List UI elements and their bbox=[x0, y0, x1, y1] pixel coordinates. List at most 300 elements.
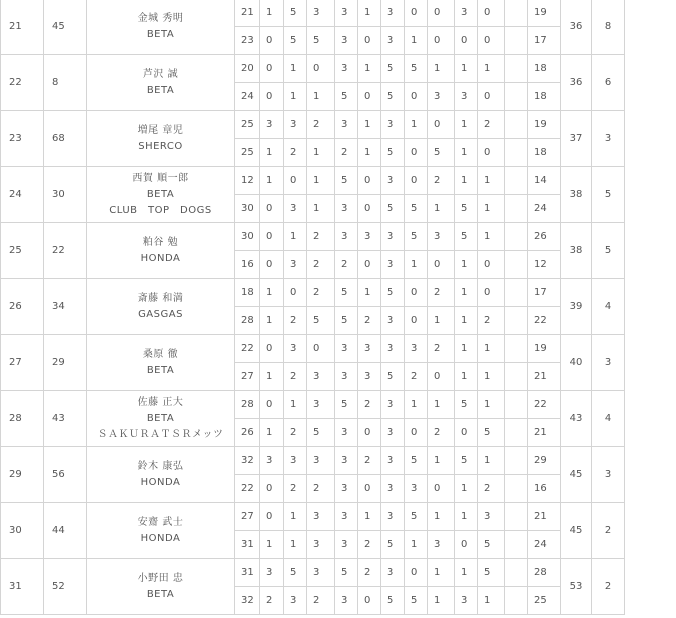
section-score-cell: 1 bbox=[260, 0, 284, 27]
rider-name-cell bbox=[87, 279, 235, 335]
section-score-cell: 1 bbox=[260, 531, 284, 559]
section-score-cell: 0 bbox=[260, 83, 284, 111]
section-score-cell: 1 bbox=[307, 83, 335, 111]
section-score-cell: 0 bbox=[284, 279, 307, 307]
section-score-cell: 3 bbox=[405, 475, 428, 503]
lap-points-cell: 25 bbox=[528, 587, 561, 615]
lap-points-cell: 29 bbox=[528, 447, 561, 475]
section-score-cell: 3 bbox=[335, 447, 358, 475]
section-score-cell: 0 bbox=[358, 475, 381, 503]
section-score-cell: 2 bbox=[284, 363, 307, 391]
section-score-cell: 0 bbox=[358, 419, 381, 447]
section-score-cell: 1 bbox=[455, 251, 478, 279]
section-score-cell: 2 bbox=[358, 391, 381, 419]
section-score-cell: 3 bbox=[284, 447, 307, 475]
section-score-cell: 3 bbox=[381, 167, 405, 195]
rider-number-cell: 52 bbox=[44, 559, 87, 615]
spacer-cell bbox=[505, 279, 528, 307]
section-score-cell: 1 bbox=[260, 307, 284, 335]
machine-name: GASGAS bbox=[138, 308, 183, 320]
spacer-cell bbox=[505, 503, 528, 531]
section-score-cell: 1 bbox=[358, 503, 381, 531]
clean-count-cell: 3 bbox=[592, 447, 625, 503]
section-score-cell: 0 bbox=[405, 279, 428, 307]
sum-cell: 38 bbox=[561, 223, 592, 279]
section-score-cell: 1 bbox=[428, 447, 455, 475]
section-score-cell: 2 bbox=[307, 111, 335, 139]
section-score-cell: 5 bbox=[335, 167, 358, 195]
lap-points-cell: 14 bbox=[528, 167, 561, 195]
lap-total-cell: 12 bbox=[235, 167, 260, 195]
section-score-cell: 0 bbox=[284, 167, 307, 195]
machine-name: BETA bbox=[146, 84, 175, 96]
machine-name: BETA bbox=[146, 28, 175, 40]
section-score-cell: 5 bbox=[335, 279, 358, 307]
section-score-cell: 1 bbox=[284, 55, 307, 83]
lap-points-cell: 22 bbox=[528, 307, 561, 335]
section-score-cell: 1 bbox=[478, 195, 505, 223]
section-score-cell: 3 bbox=[284, 587, 307, 615]
section-score-cell: 0 bbox=[358, 195, 381, 223]
section-score-cell: 5 bbox=[405, 195, 428, 223]
section-score-cell: 1 bbox=[284, 503, 307, 531]
section-score-cell: 0 bbox=[478, 27, 505, 55]
section-score-cell: 3 bbox=[307, 363, 335, 391]
section-score-cell: 3 bbox=[335, 475, 358, 503]
spacer-cell bbox=[505, 0, 528, 27]
table-row bbox=[1, 111, 625, 139]
section-score-cell: 5 bbox=[307, 419, 335, 447]
section-score-cell: 5 bbox=[455, 223, 478, 251]
section-score-cell: 1 bbox=[307, 139, 335, 167]
rider-number-cell: 22 bbox=[44, 223, 87, 279]
lap-points-cell: 21 bbox=[528, 419, 561, 447]
section-score-cell: 3 bbox=[307, 447, 335, 475]
section-score-cell: 2 bbox=[307, 251, 335, 279]
rider-name-cell bbox=[87, 391, 235, 447]
lap-total-cell: 22 bbox=[235, 335, 260, 363]
machine-name: BETA bbox=[146, 188, 175, 200]
lap-points-cell: 22 bbox=[528, 391, 561, 419]
clean-count-cell: 3 bbox=[592, 111, 625, 167]
rider-name: 鈴木 康弘 bbox=[137, 460, 184, 472]
machine-name: HONDA bbox=[140, 252, 181, 264]
machine-name: BETA bbox=[146, 364, 175, 376]
spacer-cell bbox=[505, 587, 528, 615]
lap-total-cell: 32 bbox=[235, 587, 260, 615]
section-score-cell: 0 bbox=[405, 83, 428, 111]
lap-total-cell: 28 bbox=[235, 391, 260, 419]
section-score-cell: 2 bbox=[307, 223, 335, 251]
section-score-cell: 0 bbox=[405, 307, 428, 335]
section-score-cell: 1 bbox=[478, 587, 505, 615]
section-score-cell: 1 bbox=[358, 0, 381, 27]
section-score-cell: 1 bbox=[478, 391, 505, 419]
section-score-cell: 2 bbox=[284, 475, 307, 503]
rider-name: 佐藤 正大 bbox=[137, 396, 184, 408]
section-score-cell: 5 bbox=[307, 27, 335, 55]
section-score-cell: 0 bbox=[358, 83, 381, 111]
lap-points-cell: 17 bbox=[528, 27, 561, 55]
section-score-cell: 2 bbox=[478, 307, 505, 335]
table-row bbox=[1, 559, 625, 587]
section-score-cell: 3 bbox=[358, 335, 381, 363]
section-score-cell: 1 bbox=[260, 139, 284, 167]
lap-total-cell: 31 bbox=[235, 559, 260, 587]
spacer-cell bbox=[505, 559, 528, 587]
section-score-cell: 0 bbox=[260, 503, 284, 531]
section-score-cell: 0 bbox=[260, 223, 284, 251]
section-score-cell: 2 bbox=[428, 335, 455, 363]
section-score-cell: 5 bbox=[381, 83, 405, 111]
table-row bbox=[1, 0, 625, 27]
sum-cell: 38 bbox=[561, 167, 592, 223]
section-score-cell: 1 bbox=[455, 307, 478, 335]
section-score-cell: 5 bbox=[381, 139, 405, 167]
sum-cell: 53 bbox=[561, 559, 592, 615]
spacer-cell bbox=[505, 55, 528, 83]
spacer-cell bbox=[505, 27, 528, 55]
section-score-cell: 0 bbox=[428, 0, 455, 27]
section-score-cell: 5 bbox=[405, 223, 428, 251]
section-score-cell: 0 bbox=[358, 587, 381, 615]
section-score-cell: 0 bbox=[307, 55, 335, 83]
lap-points-cell: 21 bbox=[528, 503, 561, 531]
section-score-cell: 0 bbox=[478, 139, 505, 167]
section-score-cell: 0 bbox=[307, 335, 335, 363]
lap-points-cell: 26 bbox=[528, 223, 561, 251]
lap-points-cell: 18 bbox=[528, 55, 561, 83]
section-score-cell: 3 bbox=[381, 251, 405, 279]
section-score-cell: 3 bbox=[381, 307, 405, 335]
table-row bbox=[1, 167, 625, 195]
rank-cell: 30 bbox=[1, 503, 44, 559]
lap-total-cell: 30 bbox=[235, 223, 260, 251]
rank-cell: 24 bbox=[1, 167, 44, 223]
clean-count-cell: 8 bbox=[592, 0, 625, 55]
section-score-cell: 0 bbox=[260, 475, 284, 503]
section-score-cell: 2 bbox=[335, 139, 358, 167]
table-row bbox=[1, 447, 625, 475]
spacer-cell bbox=[505, 83, 528, 111]
rider-name-cell bbox=[87, 0, 235, 55]
section-score-cell: 2 bbox=[284, 139, 307, 167]
section-score-cell: 1 bbox=[284, 83, 307, 111]
section-score-cell: 0 bbox=[478, 83, 505, 111]
section-score-cell: 3 bbox=[428, 531, 455, 559]
section-score-cell: 3 bbox=[455, 83, 478, 111]
rank-cell: 31 bbox=[1, 559, 44, 615]
section-score-cell: 0 bbox=[260, 251, 284, 279]
section-score-cell: 1 bbox=[428, 587, 455, 615]
section-score-cell: 3 bbox=[381, 475, 405, 503]
section-score-cell: 1 bbox=[405, 251, 428, 279]
section-score-cell: 3 bbox=[260, 447, 284, 475]
section-score-cell: 1 bbox=[284, 391, 307, 419]
rider-name: 小野田 忠 bbox=[137, 572, 184, 584]
section-score-cell: 1 bbox=[428, 307, 455, 335]
rider-name: 粕谷 勉 bbox=[142, 236, 179, 248]
rank-cell: 22 bbox=[1, 55, 44, 111]
machine-name: SHERCO bbox=[138, 140, 183, 152]
rider-number-cell: 56 bbox=[44, 447, 87, 503]
section-score-cell: 2 bbox=[284, 307, 307, 335]
spacer-cell bbox=[505, 251, 528, 279]
table-row bbox=[1, 391, 625, 419]
section-score-cell: 3 bbox=[260, 111, 284, 139]
section-score-cell: 5 bbox=[455, 391, 478, 419]
lap-points-cell: 19 bbox=[528, 111, 561, 139]
section-score-cell: 2 bbox=[428, 419, 455, 447]
section-score-cell: 0 bbox=[260, 391, 284, 419]
spacer-cell bbox=[505, 111, 528, 139]
rider-name: 斎藤 和満 bbox=[137, 292, 184, 304]
rider-number-cell: 44 bbox=[44, 503, 87, 559]
lap-total-cell: 18 bbox=[235, 279, 260, 307]
sum-cell: 36 bbox=[561, 0, 592, 55]
section-score-cell: 5 bbox=[405, 55, 428, 83]
sum-cell: 37 bbox=[561, 111, 592, 167]
lap-points-cell: 24 bbox=[528, 531, 561, 559]
clean-count-cell: 6 bbox=[592, 55, 625, 111]
section-score-cell: 3 bbox=[335, 587, 358, 615]
section-score-cell: 3 bbox=[284, 111, 307, 139]
table-row bbox=[1, 55, 625, 83]
rider-number-cell: 43 bbox=[44, 391, 87, 447]
section-score-cell: 0 bbox=[405, 419, 428, 447]
section-score-cell: 1 bbox=[428, 503, 455, 531]
section-score-cell: 5 bbox=[405, 503, 428, 531]
lap-points-cell: 18 bbox=[528, 139, 561, 167]
section-score-cell: 1 bbox=[455, 139, 478, 167]
spacer-cell bbox=[505, 223, 528, 251]
section-score-cell: 5 bbox=[455, 195, 478, 223]
section-score-cell: 0 bbox=[260, 195, 284, 223]
rank-cell: 21 bbox=[1, 0, 44, 55]
sum-cell: 40 bbox=[561, 335, 592, 391]
section-score-cell: 3 bbox=[335, 27, 358, 55]
rider-name: 桑原 徹 bbox=[142, 348, 179, 360]
section-score-cell: 1 bbox=[455, 475, 478, 503]
sum-cell: 39 bbox=[561, 279, 592, 335]
lap-total-cell: 16 bbox=[235, 251, 260, 279]
clean-count-cell: 5 bbox=[592, 167, 625, 223]
rider-name-cell bbox=[87, 55, 235, 111]
section-score-cell: 1 bbox=[307, 167, 335, 195]
section-score-cell: 1 bbox=[478, 55, 505, 83]
rider-number-cell: 34 bbox=[44, 279, 87, 335]
section-score-cell: 0 bbox=[358, 251, 381, 279]
spacer-cell bbox=[505, 447, 528, 475]
sum-cell: 36 bbox=[561, 55, 592, 111]
machine-name: BETA bbox=[146, 412, 175, 424]
section-score-cell: 0 bbox=[260, 335, 284, 363]
rank-cell: 28 bbox=[1, 391, 44, 447]
section-score-cell: 5 bbox=[428, 139, 455, 167]
section-score-cell: 2 bbox=[358, 447, 381, 475]
spacer-cell bbox=[505, 335, 528, 363]
section-score-cell: 0 bbox=[260, 55, 284, 83]
lap-total-cell: 26 bbox=[235, 419, 260, 447]
section-score-cell: 2 bbox=[358, 531, 381, 559]
rank-cell: 29 bbox=[1, 447, 44, 503]
spacer-cell bbox=[505, 475, 528, 503]
section-score-cell: 3 bbox=[381, 503, 405, 531]
section-score-cell: 2 bbox=[307, 587, 335, 615]
section-score-cell: 0 bbox=[455, 27, 478, 55]
section-score-cell: 5 bbox=[478, 531, 505, 559]
section-score-cell: 3 bbox=[381, 0, 405, 27]
section-score-cell: 3 bbox=[335, 531, 358, 559]
club-name: CLUB TOP DOGS bbox=[109, 204, 212, 216]
section-score-cell: 1 bbox=[260, 419, 284, 447]
spacer-cell bbox=[505, 195, 528, 223]
section-score-cell: 0 bbox=[428, 111, 455, 139]
spacer-cell bbox=[505, 307, 528, 335]
lap-total-cell: 24 bbox=[235, 83, 260, 111]
section-score-cell: 3 bbox=[358, 223, 381, 251]
section-score-cell: 0 bbox=[455, 419, 478, 447]
rider-number-cell: 29 bbox=[44, 335, 87, 391]
section-score-cell: 2 bbox=[405, 363, 428, 391]
section-score-cell: 3 bbox=[260, 559, 284, 587]
lap-total-cell: 25 bbox=[235, 139, 260, 167]
section-score-cell: 3 bbox=[335, 111, 358, 139]
section-score-cell: 1 bbox=[358, 55, 381, 83]
table-row bbox=[1, 503, 625, 531]
section-score-cell: 5 bbox=[307, 307, 335, 335]
section-score-cell: 1 bbox=[478, 167, 505, 195]
lap-total-cell: 30 bbox=[235, 195, 260, 223]
section-score-cell: 3 bbox=[405, 335, 428, 363]
rider-name-cell bbox=[87, 167, 235, 223]
club-name: ＳＡＫＵＲＡＴＳＲメッツ bbox=[97, 428, 224, 440]
rank-cell: 23 bbox=[1, 111, 44, 167]
section-score-cell: 0 bbox=[428, 363, 455, 391]
clean-count-cell: 4 bbox=[592, 279, 625, 335]
rider-number-cell: 30 bbox=[44, 167, 87, 223]
section-score-cell: 1 bbox=[260, 167, 284, 195]
section-score-cell: 5 bbox=[335, 559, 358, 587]
section-score-cell: 5 bbox=[381, 587, 405, 615]
lap-total-cell: 28 bbox=[235, 307, 260, 335]
section-score-cell: 2 bbox=[335, 251, 358, 279]
rider-name: 芦沢 誠 bbox=[142, 68, 179, 80]
section-score-cell: 0 bbox=[478, 279, 505, 307]
section-score-cell: 3 bbox=[335, 223, 358, 251]
section-score-cell: 5 bbox=[335, 83, 358, 111]
section-score-cell: 2 bbox=[428, 279, 455, 307]
section-score-cell: 2 bbox=[358, 559, 381, 587]
table-row bbox=[1, 223, 625, 251]
section-score-cell: 0 bbox=[428, 251, 455, 279]
section-score-cell: 3 bbox=[478, 503, 505, 531]
section-score-cell: 3 bbox=[335, 503, 358, 531]
section-score-cell: 0 bbox=[478, 251, 505, 279]
section-score-cell: 3 bbox=[307, 0, 335, 27]
lap-points-cell: 12 bbox=[528, 251, 561, 279]
section-score-cell: 1 bbox=[260, 363, 284, 391]
rider-name: 西賀 順一郎 bbox=[132, 172, 189, 184]
lap-total-cell: 27 bbox=[235, 503, 260, 531]
section-score-cell: 1 bbox=[428, 391, 455, 419]
results-body bbox=[1, 0, 625, 615]
lap-points-cell: 21 bbox=[528, 363, 561, 391]
clean-count-cell: 2 bbox=[592, 503, 625, 559]
spacer-cell bbox=[505, 139, 528, 167]
section-score-cell: 1 bbox=[455, 503, 478, 531]
section-score-cell: 3 bbox=[428, 223, 455, 251]
section-score-cell: 1 bbox=[284, 223, 307, 251]
lap-total-cell: 32 bbox=[235, 447, 260, 475]
section-score-cell: 5 bbox=[284, 27, 307, 55]
section-score-cell: 1 bbox=[405, 27, 428, 55]
section-score-cell: 1 bbox=[358, 279, 381, 307]
section-score-cell: 3 bbox=[284, 335, 307, 363]
section-score-cell: 1 bbox=[478, 223, 505, 251]
sum-cell: 45 bbox=[561, 447, 592, 503]
section-score-cell: 2 bbox=[478, 111, 505, 139]
section-score-cell: 0 bbox=[455, 531, 478, 559]
section-score-cell: 3 bbox=[307, 559, 335, 587]
section-score-cell: 5 bbox=[284, 559, 307, 587]
section-score-cell: 3 bbox=[284, 251, 307, 279]
spacer-cell bbox=[505, 419, 528, 447]
section-score-cell: 5 bbox=[284, 0, 307, 27]
lap-total-cell: 31 bbox=[235, 531, 260, 559]
rider-name: 安齋 武士 bbox=[137, 516, 184, 528]
section-score-cell: 5 bbox=[381, 363, 405, 391]
machine-name: HONDA bbox=[140, 476, 181, 488]
section-score-cell: 1 bbox=[284, 531, 307, 559]
section-score-cell: 2 bbox=[307, 279, 335, 307]
rider-name-cell bbox=[87, 111, 235, 167]
section-score-cell: 3 bbox=[381, 559, 405, 587]
section-score-cell: 3 bbox=[381, 111, 405, 139]
section-score-cell: 2 bbox=[284, 419, 307, 447]
section-score-cell: 0 bbox=[478, 0, 505, 27]
spacer-cell bbox=[505, 531, 528, 559]
table-row bbox=[1, 279, 625, 307]
section-score-cell: 0 bbox=[428, 475, 455, 503]
lap-points-cell: 24 bbox=[528, 195, 561, 223]
lap-points-cell: 18 bbox=[528, 83, 561, 111]
lap-total-cell: 20 bbox=[235, 55, 260, 83]
lap-points-cell: 19 bbox=[528, 335, 561, 363]
section-score-cell: 1 bbox=[428, 55, 455, 83]
rider-name-cell bbox=[87, 559, 235, 615]
section-score-cell: 2 bbox=[358, 307, 381, 335]
rank-cell: 25 bbox=[1, 223, 44, 279]
sum-cell: 43 bbox=[561, 391, 592, 447]
section-score-cell: 5 bbox=[335, 307, 358, 335]
section-score-cell: 3 bbox=[381, 391, 405, 419]
section-score-cell: 2 bbox=[478, 475, 505, 503]
rider-name-cell bbox=[87, 503, 235, 559]
section-score-cell: 3 bbox=[358, 363, 381, 391]
rider-name-cell bbox=[87, 335, 235, 391]
section-score-cell: 3 bbox=[335, 0, 358, 27]
sum-cell: 45 bbox=[561, 503, 592, 559]
section-score-cell: 3 bbox=[335, 363, 358, 391]
rider-number-cell: 8 bbox=[44, 55, 87, 111]
section-score-cell: 0 bbox=[358, 27, 381, 55]
section-score-cell: 1 bbox=[455, 167, 478, 195]
rank-cell: 27 bbox=[1, 335, 44, 391]
section-score-cell: 3 bbox=[335, 419, 358, 447]
section-score-cell: 1 bbox=[455, 111, 478, 139]
section-score-cell: 0 bbox=[405, 139, 428, 167]
